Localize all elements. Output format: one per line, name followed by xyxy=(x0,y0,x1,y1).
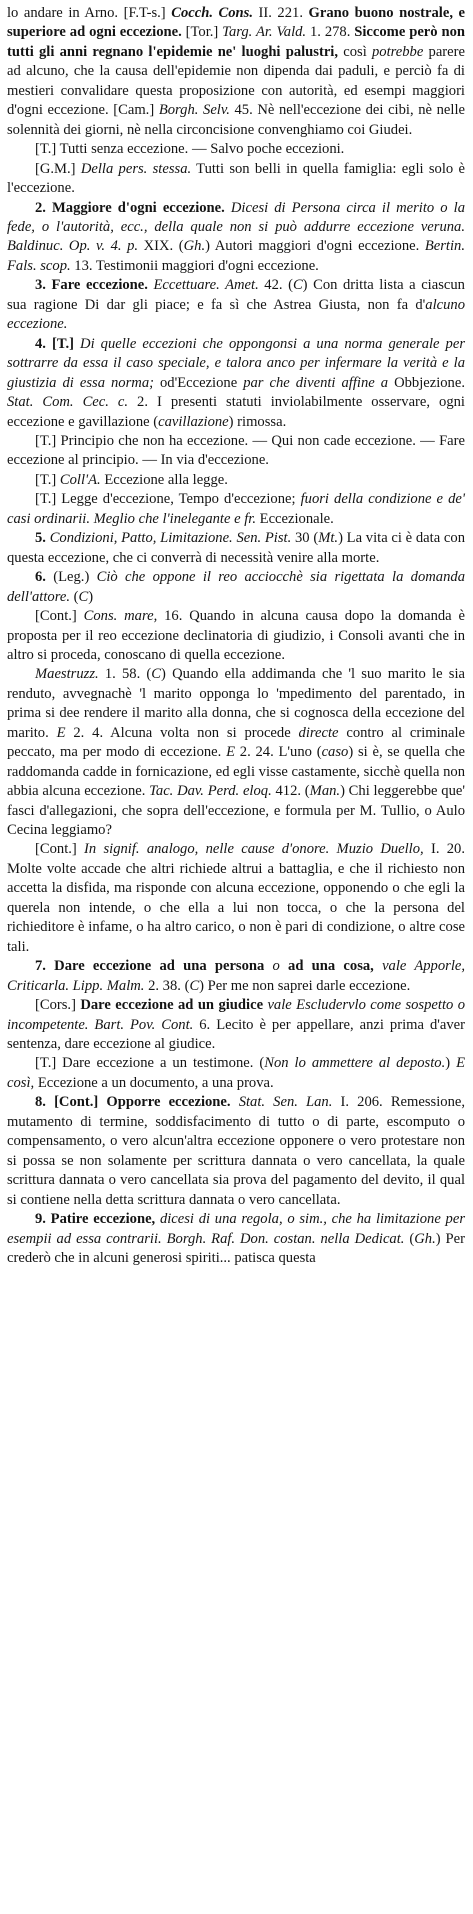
styled-text-run: Della pers. stessa. xyxy=(80,160,192,177)
text-run: XIX. ( xyxy=(138,238,184,255)
entry-paragraph xyxy=(7,1054,465,1093)
styled-text-run: C xyxy=(78,588,89,605)
text-run: [T.] Tutti senza eccezione. — Salvo poche eccezioni. xyxy=(35,141,345,158)
styled-text-run: Targ. Ar. Vald. xyxy=(222,24,307,41)
text-run: [Cont.] xyxy=(35,608,84,625)
entry-paragraph xyxy=(7,1093,465,1210)
styled-text-run: 8. [Cont.] Opporre eccezione. xyxy=(35,1094,231,1111)
styled-text-run: 4. [T.] xyxy=(35,335,81,352)
text-run: I. 206. Remessione, mutamento di termine, soddisfacimento di tutto o di parte, escomputo o compensamento, o vero alcun'altra eccezione opponere o vero protestare non si possa se non solamente per scrittura dannata o vero cancellata, la quale scrittura dannata o vero cancellata sia prova del pagamento del devito, il qual si contiene nella detta scrittura dannata o vero cancellata. xyxy=(7,1094,465,1208)
styled-text-run: Tac. Dav. Perd. eloq. xyxy=(149,783,272,800)
styled-text-run: 5. xyxy=(35,530,50,547)
entry-paragraph xyxy=(7,665,465,840)
styled-text-run: o xyxy=(272,958,280,975)
text-run: 16. Quando in alcuna causa dopo la domanda è proposta per il reo eccezione declinatoria di giudizio, i Consoli avanti che in altro si proceda, conoscano di quella eccezione. xyxy=(7,608,465,663)
styled-text-run: In signif. analogo, nelle cause d'onore. Muzio Duello, xyxy=(84,841,424,858)
styled-text-run: Bertin. Fals. scop. xyxy=(7,238,465,274)
styled-text-run: Stat. Com. Cec. c. xyxy=(7,394,129,411)
styled-text-run: 3. Fare eccezione. xyxy=(35,277,148,294)
styled-text-run: 9. Patire eccezione, xyxy=(35,1211,156,1228)
text-run: I. 20. Molte volte accade che altri richiede altrui a battaglia, e che il richiesto non accetta la disfida, ma risponde con alcuna eccezione, opponendo o che egli la querela non intende, o che ella a lui non tocca, o che la persona del richieditore è infame, o ha altro carico, o non è pari di condizione, o altre cose tali. xyxy=(7,841,465,955)
styled-text-run: Cocch. Cons. xyxy=(171,5,253,21)
entry-paragraph xyxy=(7,471,465,490)
text-run: ( xyxy=(404,1230,415,1247)
text-run: (Leg.) xyxy=(53,569,97,586)
entry-paragraph xyxy=(7,432,465,471)
entry-paragraph xyxy=(7,840,465,957)
styled-text-run: Condizioni, Patto, Limitazione. Sen. Pist. xyxy=(49,530,292,547)
styled-text-run: vale Escludervlo come sospetto o incompetente. Bart. Pov. Cont. xyxy=(7,997,465,1033)
entry-paragraph xyxy=(7,1210,465,1268)
styled-text-run: Dare eccezione ad un giudice xyxy=(80,997,264,1014)
text-run: Eccezionale. xyxy=(256,510,334,527)
text-run: ( xyxy=(69,588,79,605)
text-run: [T.] xyxy=(35,471,60,488)
styled-text-run: potrebbe xyxy=(371,43,424,60)
styled-text-run: Siccome però non tutti gli anni regnano l'epidemie ne' luoghi palustri, xyxy=(7,24,465,60)
text-run: ) si è, se quella che raddomanda cadde in fornicazione, ed egli visse castamente, sicchè quella non abbia alcuna eccezione. xyxy=(7,744,465,800)
entry-paragraph xyxy=(7,276,465,334)
text-run: 2. 24. L'uno ( xyxy=(235,744,322,761)
styled-text-run: caso xyxy=(321,744,349,761)
text-run: [Cont.] xyxy=(35,841,85,858)
text-run: Tutti son belli in quella famiglia: egli solo è l'eccezione. xyxy=(7,160,465,197)
styled-text-run: Coll'A. xyxy=(59,471,101,488)
entry-paragraph xyxy=(7,996,465,1054)
styled-text-run: ad una cosa, xyxy=(279,958,374,975)
text-run: 2. 4. Alcuna volta non si procede xyxy=(65,724,299,741)
text-run: 2. I presenti statuti inviolabilmente osservare, ogni eccezione e gavillazione ( xyxy=(7,394,465,430)
styled-text-run: Gh. xyxy=(414,1230,436,1247)
text-run: [T.] Principio che non ha eccezione. — Qui non cade eccezione. — Fare eccezione al principio. — In via d'eccezione. xyxy=(7,432,465,469)
text-run: lo andare in Arno. [F.T-s.] xyxy=(7,5,172,21)
styled-text-run: Dicesi di Persona circa il merito o la fede, o l'autorità, ecc., della quale non si può addurre eccezione veruna. Baldinuc. Op. v. 4. p. xyxy=(7,199,466,255)
styled-text-run: par che diventi affine a xyxy=(243,374,389,391)
styled-text-run: E xyxy=(56,724,66,741)
text-run xyxy=(374,958,382,974)
entry-paragraph xyxy=(7,335,465,432)
text-run: ) xyxy=(445,1055,457,1072)
text-run: 42. ( xyxy=(258,277,293,294)
text-run: contro al criminale peccato, ma per modo di eccezione. xyxy=(7,724,465,761)
styled-text-run: 6. xyxy=(35,569,54,586)
text-run: Eccezione alla legge. xyxy=(100,471,228,488)
styled-text-run: Gh. xyxy=(183,238,206,255)
text-run xyxy=(231,1094,239,1110)
styled-text-run: vale Apporle, Criticarla. Lipp. Malm. xyxy=(7,958,466,994)
styled-text-run: 7. Dare eccezione ad una persona xyxy=(35,958,273,975)
text-run: parere ad alcuno, che la causa dell'epidemie non dipenda dai paduli, e perciò fa di mestieri convalidare questa proposizione con autorità, ed esempi maggiori d'ogni eccezione. [Cam.] xyxy=(7,43,465,119)
text-run: ) Con dritta lista a ciascun sua ragione Di dar gli piace; e fa sì che Astrea Giusta, non fa d' xyxy=(7,277,465,313)
styled-text-run: C xyxy=(151,666,162,683)
text-run: Obbjezione. xyxy=(388,374,465,391)
styled-text-run: dicesi di una regola, o sim., che ha limitazione per esempii ad essa contrarii. Borgh. Raf. Don. costan. nella Dedicat. xyxy=(7,1211,465,1247)
text-run: ) Quando ella addimanda che 'l suo marito le sia renduto, avvegnachè 'l marito opponga lo 'mpedimento del parentado, in prima si dee rendere il marito alla donna, che si cognosca della eccezione del marito. xyxy=(7,666,465,741)
text-run: [T.] Dare eccezione a un testimone. ( xyxy=(35,1055,265,1072)
text-run: 1. 278. xyxy=(306,24,355,41)
styled-text-run: Ciò che oppone il reo acciocchè sia rigettata la domanda dell'attore. xyxy=(7,569,465,605)
text-run: 2. 38. ( xyxy=(144,977,190,994)
text-run: II. 221. xyxy=(252,5,309,21)
styled-text-run: Maestruzz. xyxy=(35,666,99,683)
styled-text-run: C xyxy=(292,277,303,294)
styled-text-run: C xyxy=(189,977,200,994)
styled-text-run: Stat. Sen. Lan. xyxy=(238,1094,333,1111)
styled-text-run: Non lo ammettere al deposto. xyxy=(264,1055,446,1072)
text-run: ) xyxy=(88,588,94,605)
text-run: ) rimossa. xyxy=(228,413,287,430)
text-run: ) Chi leggerebbe que' fasci d'allegazioni, che sopra dell'eccezione, e formula per M. Tullio, o Aulo Cecina leggiamo? xyxy=(7,783,465,839)
text-run: Eccezione a un documento, a una prova. xyxy=(34,1074,274,1091)
styled-text-run: 2. Maggiore d'ogni eccezione. xyxy=(35,199,225,216)
styled-text-run: Borgh. Selv. xyxy=(158,102,230,119)
styled-text-run: Grano buono nostrale, e superiore ad ogni eccezione. xyxy=(7,5,466,41)
text-run: [G.M.] xyxy=(35,160,81,177)
styled-text-run: Eccettuare. Amet. xyxy=(153,277,259,294)
text-run: 1. 58. ( xyxy=(98,666,152,683)
entry-paragraph xyxy=(7,199,465,277)
styled-text-run: alcuno eccezione. xyxy=(7,296,465,333)
text-run: od'Eccezione xyxy=(153,374,244,391)
styled-text-run: fuori della condizione e de' casi ordinarii. Meglio che l'inelegante e fr. xyxy=(7,491,465,527)
text-run: 412. ( xyxy=(271,783,310,800)
entry-paragraph xyxy=(7,160,465,199)
text-run: così xyxy=(338,43,372,60)
text-run: ) La vita ci è data con questa eccezione, che ci converrà di necessità venire alla morte. xyxy=(7,530,465,566)
entry-paragraph xyxy=(7,568,465,607)
styled-text-run: cavillazione xyxy=(158,413,229,430)
entry-paragraph xyxy=(7,607,465,665)
styled-text-run: E così, xyxy=(7,1055,465,1091)
text-run: [T.] Legge d'eccezione, Tempo d'eccezione; xyxy=(35,491,301,508)
entry-paragraph xyxy=(7,529,465,568)
text-run: 13. Testimonii maggiori d'ogni eccezione. xyxy=(70,257,319,274)
entry-paragraph xyxy=(7,490,465,529)
text-run: 45. Nè nell'eccezione dei cibi, nè nelle solennità dei giorni, nè nella circoncisione convenghiamo coi Giudei. xyxy=(7,102,465,138)
text-run: [Tor.] xyxy=(181,24,223,41)
text-run: ) Per crederò che in alcuni generosi spiriti... patisca questa xyxy=(7,1230,465,1266)
styled-text-run: E xyxy=(226,744,235,761)
styled-text-run: Di quelle eccezioni che oppongonsi a una norma generale per sottrarre da essa il caso speciale, e talora anco per infermare la verità e la giustizia di essa norma; xyxy=(7,335,466,391)
entry-paragraph xyxy=(7,140,465,159)
text-run: [Cors.] xyxy=(35,997,81,1014)
styled-text-run: Mt. xyxy=(318,530,339,547)
styled-text-run: Cons. mare, xyxy=(83,608,158,625)
styled-text-run: Man. xyxy=(309,783,341,800)
styled-text-run: directe xyxy=(298,724,339,741)
text-run: 30 ( xyxy=(291,530,319,547)
text-run: 6. Lecito è per appellare, anzi prima d'aver sentenza, dare eccezione al giudice. xyxy=(7,1016,465,1053)
text-run: ) Per me non saprei darle eccezione. xyxy=(199,977,411,994)
entry-paragraph xyxy=(7,957,465,996)
entry-paragraph xyxy=(7,4,465,140)
text-run: ) Autori maggiori d'ogni eccezione. xyxy=(205,238,425,255)
